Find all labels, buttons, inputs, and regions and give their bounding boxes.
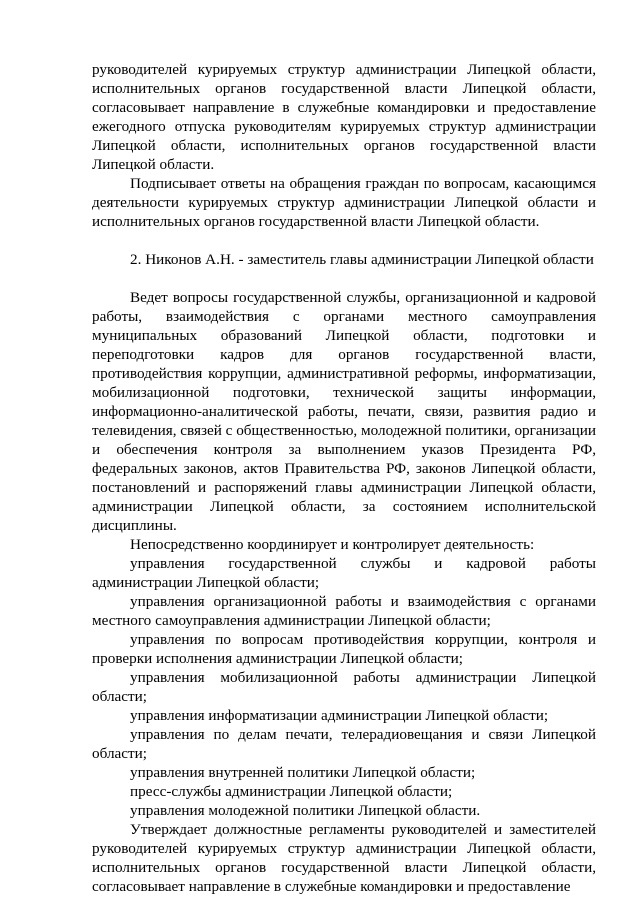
paragraph-citizen-appeals: Подписывает ответы на обращения граждан по вопросам, касающимся деятельности курируемых структур администрации Липецкой области и исполнительных органов государственной власти Липецкой области. <box>92 175 596 230</box>
list-item: управления организационной работы и взаимодействия с органами местного самоуправления администрации Липецкой области; <box>92 593 596 629</box>
list-item: управления информатизации администрации Липецкой области; <box>130 707 549 724</box>
document-page <box>92 60 596 896</box>
list-item: управления по вопросам противодействия коррупции, контроля и проверки исполнения администрации Липецкой области; <box>92 631 596 667</box>
paragraph-responsibilities: Ведет вопросы государственной службы, организационной и кадровой работы, взаимодействия с органами местного самоуправления муниципальных образований Липецкой области, подготовки и переподготовки кадров для органов государственной власти, противодействия коррупции, административной реформы, информатизации, мобилизационной подготовки, технической защиты информации, информационно-аналитической работы, печати, связи, развития радио и телевидения, связей с общественностью, молодежной политики, организации и обеспечения контроля за выполнением указов Президента РФ, федеральных законов, актов Правительства РФ, законов Липецкой области, постановлений и распоряжений главы администрации Липецкой области, администрации Липецкой области, за состоянием исполнительской дисциплины. <box>92 289 596 534</box>
list-item: управления по делам печати, телерадиовещания и связи Липецкой области; <box>92 726 596 762</box>
list-item: управления молодежной политики Липецкой области. <box>130 802 481 819</box>
list-item: управления мобилизационной работы администрации Липецкой области; <box>92 669 596 705</box>
list-item: управления внутренней политики Липецкой области; <box>130 764 476 781</box>
section-heading: 2. Никонов А.Н. - заместитель главы администрации Липецкой области <box>130 251 594 268</box>
paragraph-coordination-intro: Непосредственно координирует и контролирует деятельность: <box>130 536 535 553</box>
list-item: управления государственной службы и кадровой работы администрации Липецкой области; <box>92 555 596 591</box>
paragraph-continuation: руководителей курируемых структур администрации Липецкой области, исполнительных органов государственной власти Липецкой области, согласовывает направление в служебные командировки и предоставление ежегодного отпуска руководителям курируемых структур администрации Липецкой области, исполнительных органов государственной власти Липецкой области. <box>92 61 596 173</box>
paragraph-regulations: Утверждает должностные регламенты руководителей и заместителей руководителей курируемых структур администрации Липецкой области, исполнительных органов государственной власти Липецкой области, согласовывает направление в служебные командировки и предоставление <box>92 821 596 895</box>
list-item: пресс-службы администрации Липецкой области; <box>130 783 453 800</box>
